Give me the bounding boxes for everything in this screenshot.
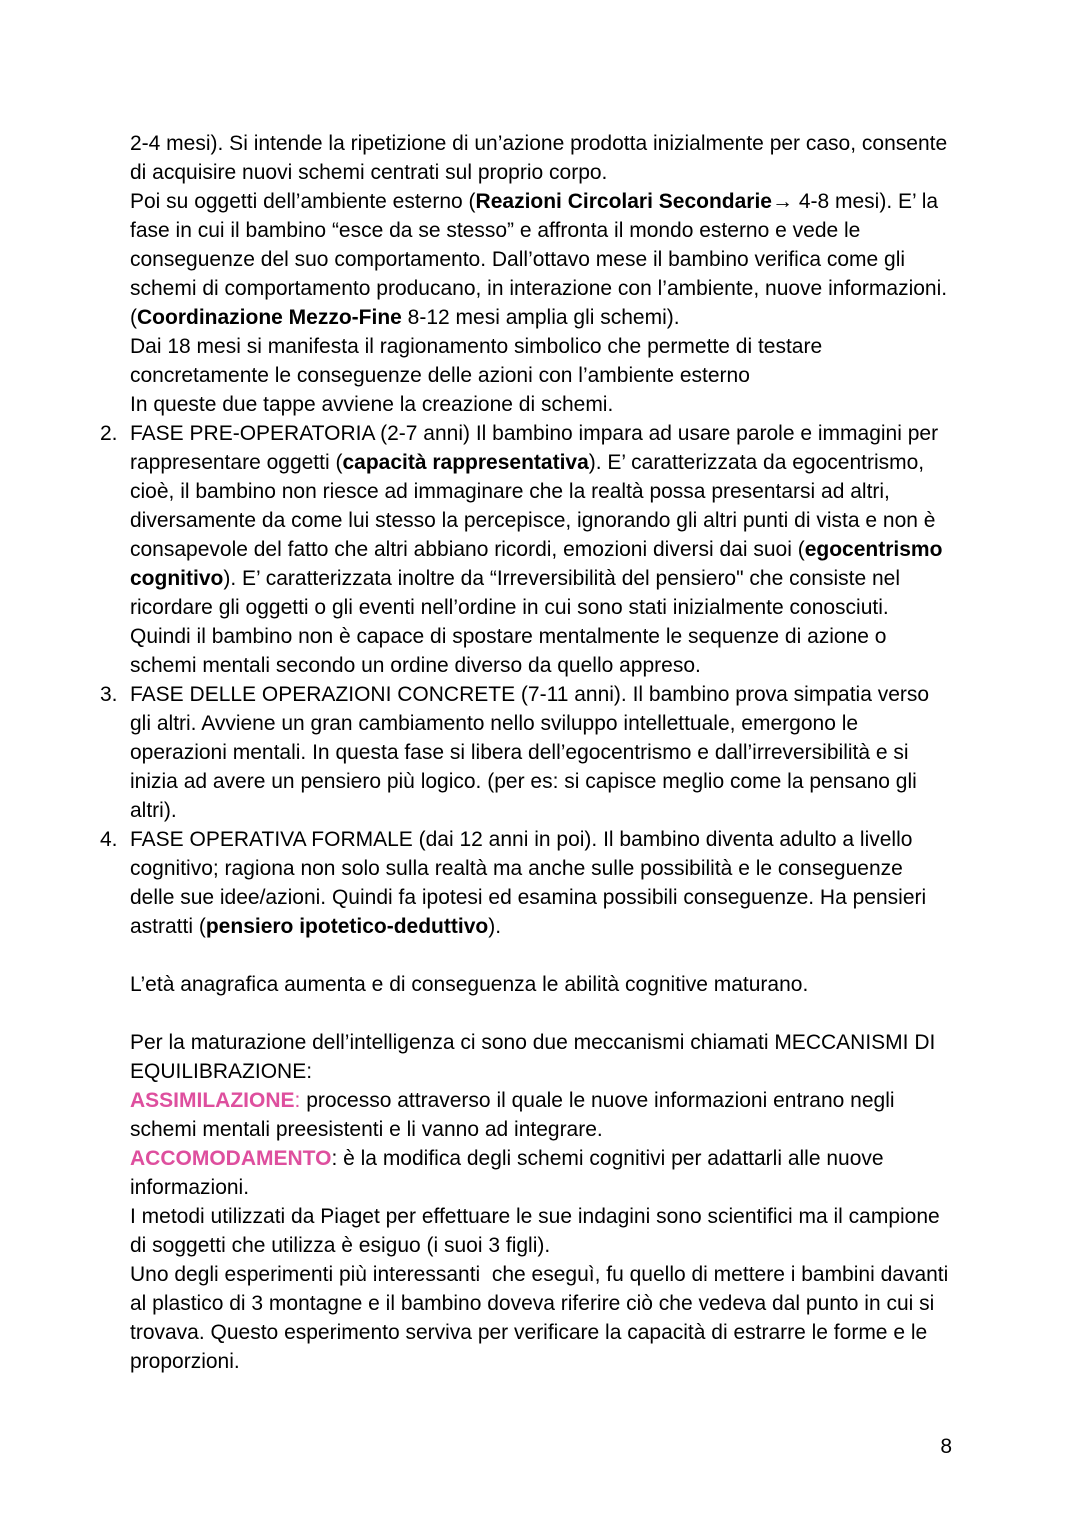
text-run: Dai 18 mesi si manifesta il ragionamento simbolico che permette di testare concretamente le conseguenze delle azioni con l’ambiente esterno [130, 335, 828, 387]
bold-term-reazioni-circolari-secondarie: Reazioni Circolari Secondarie [475, 190, 772, 213]
text-run: FASE PRE-OPERATORIA (2-7 anni) Il bambino impara ad usare parole e immagini per rappresentare oggetti ( [130, 422, 944, 474]
text-run: I metodi utilizzati da Piaget per effettuare le sue indagini sono scientifici ma il campione di soggetti che utilizza è esiguo (i suoi 3 figli). [130, 1205, 946, 1257]
page-number: 8 [940, 1435, 952, 1458]
paragraph-eta-anagrafica [130, 970, 952, 999]
list-item-fase-operazioni-concrete [100, 680, 952, 825]
bold-term-coordinazione-mezzo-fine: Coordinazione Mezzo-Fine [137, 306, 402, 329]
list-number-3: 3. [100, 683, 118, 706]
text-run: Per la maturazione dell’intelligenza ci sono due meccanismi chiamati MECCANISMI DI EQUILIBRAZIONE: [130, 1031, 942, 1083]
paragraph-esperimento-tre-montagne [130, 1260, 955, 1376]
text-run: processo attraverso il quale le nuove informazioni entrano negli schemi mentali preesistenti e li vanno ad integrare. [130, 1089, 901, 1141]
bold-term-egocentrismo-cognitivo: egocentrismo cognitivo [130, 538, 949, 590]
highlighted-term-accomodamento: ACCOMODAMENTO [130, 1147, 332, 1170]
list-number-4: 4. [100, 828, 118, 851]
text-run: : [294, 1089, 307, 1112]
text-run: ). E’ caratterizzata inoltre da “Irreversibilità del pensiero" che consiste nel ricordare gli oggetti o gli eventi nell’ordine in cui sono stati inizialmente conosciuti. Quindi il bambino non è capace di spostare mentalmente le sequenze di azione o schemi mentali secondo un ordine diverso da quello appreso. [130, 567, 906, 677]
paragraph-reazioni-circolari-primarie [130, 129, 952, 187]
blank-line [130, 999, 952, 1028]
bold-term-pensiero-ipotetico-deduttivo: pensiero ipotetico-deduttivo [205, 915, 489, 938]
paragraph-accomodamento [130, 1144, 952, 1202]
text-run: 8-12 mesi amplia gli schemi). [401, 306, 680, 329]
paragraph-assimilazione [130, 1086, 952, 1144]
text-run: FASE OPERATIVA FORMALE (dai 12 anni in poi). Il bambino diventa adulto a livello cognitivo; ragiona non solo sulla realtà ma anche sulle possibilità e le conseguenze delle sue idee/azioni. Quindi fa ipotesi ed esamina possibili conseguenze. Ha pensieri astratti ( [130, 828, 932, 938]
paragraph-metodi-piaget [130, 1202, 952, 1260]
text-run: Uno degli esperimenti più interessanti che eseguì, fu quello di mettere i bambini davanti al plastico di 3 montagne e il bambino doveva riferire ciò che vedeva dal punto in cui si trovava. Questo esperimento serviva per verificare la capacità di estrarre le forme e le proporzioni. [130, 1263, 955, 1373]
list-number-2: 2. [100, 422, 118, 445]
blank-line [130, 941, 952, 970]
text-run: è la modifica degli schemi cognitivi per adattarli alle nuove informazioni. [130, 1147, 890, 1199]
text-run: FASE DELLE OPERAZIONI CONCRETE (7-11 anni). Il bambino prova simpatia verso gli altri. Avviene un gran cambiamento nello sviluppo intellettuale, emergono le operazioni mentali. In questa fase si libera dell’egocentrismo e dall’irreversibilità e si inizia ad avere un pensiero più logico. (per es: si capisce meglio come la pensano gli altri). [130, 683, 935, 822]
bold-term-capacita-rappresentativa: capacità rappresentativa [342, 451, 589, 474]
text-run: In queste due tappe avviene la creazione di schemi. [130, 393, 614, 416]
text-run: L’età anagrafica aumenta e di conseguenza le abilità cognitive maturano. [130, 973, 809, 996]
paragraph-reazioni-circolari-secondarie [130, 187, 952, 332]
text-run: → 4-8 mesi). E’ la fase in cui il bambino “esce da se stesso” e affronta il mondo esterno e vede le conseguenze del suo comportamento. Dall’ottavo mese il bambino verifica come gli schemi di comportamento producano, in interazione con l’ambiente, nuove informazioni. ( [130, 190, 953, 329]
paragraph-creazione-schemi [130, 390, 952, 419]
text-run: : [331, 1147, 344, 1170]
list-item-fase-operativa-formale [100, 825, 952, 941]
list-item-fase-preoperatoria [100, 419, 952, 680]
highlighted-term-assimilazione: ASSIMILAZIONE [130, 1089, 295, 1112]
page-content [100, 129, 955, 1376]
text-run: 2-4 mesi). Si intende la ripetizione di un’azione prodotta inizialmente per caso, consente di acquisire nuovi schemi centrati sul proprio corpo. [130, 132, 953, 184]
text-run: Poi su oggetti dell’ambiente esterno ( [130, 190, 476, 213]
text-run: ). [488, 915, 502, 938]
paragraph-meccanismi-equilibrazione [130, 1028, 952, 1086]
paragraph-ragionamento-simbolico [130, 332, 952, 390]
text-run: ). E’ caratterizzata da egocentrismo, cioè, il bambino non riesce ad immaginare che la realtà possa presentarsi ad altri, diversamente da come lui stesso la percepisce, ignorando gli altri punti di vista e non è consapevole del fatto che altri abbiano ricordi, emozioni diversi dai suoi ( [130, 451, 942, 561]
